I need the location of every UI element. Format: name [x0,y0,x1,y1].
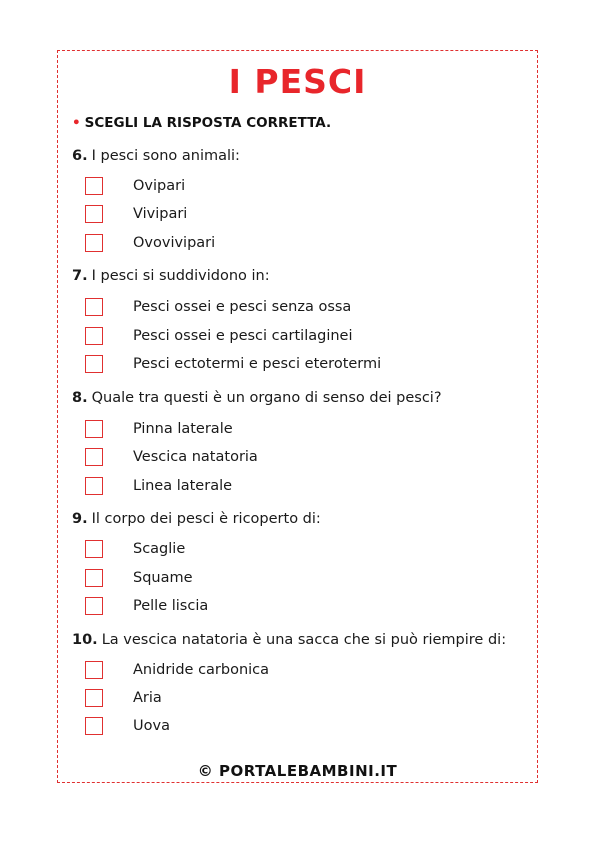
question-6 [72,148,240,164]
question-text: Quale tra questi è un organo di senso dei pesci? [91,390,442,406]
question-text: Il corpo dei pesci è ricoperto di: [91,511,321,527]
question-number: 6. [72,148,88,164]
option-label: Pesci ossei e pesci senza ossa [133,299,352,315]
option-label: Linea laterale [133,478,233,494]
checkbox[interactable] [85,420,103,438]
question-10 [72,632,506,648]
checkbox[interactable] [85,661,103,679]
option-label: Scaglie [133,541,186,557]
checkbox[interactable] [85,569,103,587]
page-title: I PESCI [228,62,367,101]
question-number: 9. [72,511,88,527]
checkbox[interactable] [85,540,103,558]
option-label: Squame [133,570,193,586]
option-label: Ovovivipari [133,235,216,251]
checkbox[interactable] [85,234,103,252]
checkbox[interactable] [85,597,103,615]
question-number: 7. [72,268,88,284]
instruction-line [72,115,331,131]
checkbox[interactable] [85,205,103,223]
copyright-footer: © PORTALEBAMBINI.IT [197,762,398,780]
question-text: La vescica natatoria è una sacca che si può riempire di: [101,632,507,648]
question-text: I pesci sono animali: [91,148,240,164]
option-label: Anidride carbonica [133,662,270,678]
checkbox[interactable] [85,689,103,707]
option-label: Uova [133,718,170,734]
checkbox[interactable] [85,327,103,345]
checkbox[interactable] [85,477,103,495]
checkbox[interactable] [85,448,103,466]
question-number: 10. [72,632,98,648]
option-label: Pesci ectotermi e pesci eterotermi [133,356,382,372]
checkbox[interactable] [85,177,103,195]
checkbox[interactable] [85,298,103,316]
question-8 [72,390,442,406]
option-label: Ovipari [133,178,186,194]
question-9 [72,511,321,527]
option-label: Vescica natatoria [133,449,258,465]
option-label: Pinna laterale [133,421,233,437]
option-label: Aria [133,690,162,706]
question-text: I pesci si suddividono in: [91,268,270,284]
checkbox[interactable] [85,717,103,735]
instruction-text: SCEGLI LA RISPOSTA CORRETTA. [84,115,332,131]
option-label: Pelle liscia [133,598,209,614]
option-label: Pesci ossei e pesci cartilaginei [133,328,353,344]
question-number: 8. [72,390,88,406]
checkbox[interactable] [85,355,103,373]
bullet-icon: • [72,115,81,131]
question-7 [72,268,270,284]
option-label: Vivipari [133,206,188,222]
